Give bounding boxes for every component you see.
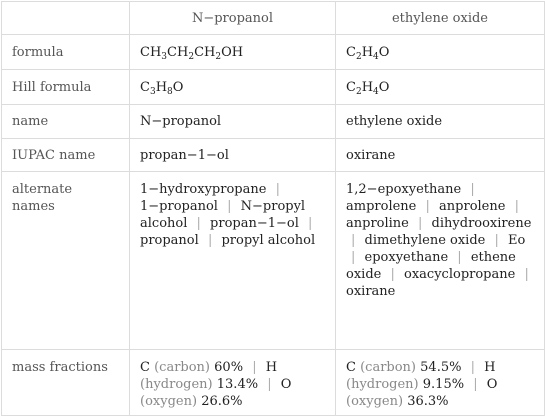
alternate-name: N−propyl alcohol (140, 199, 306, 231)
alternate-name: epoxyethane (364, 250, 449, 265)
alternate-name: oxacyclopropane (404, 267, 516, 282)
hill-formula-a: $C_3H_8O$ (130, 70, 336, 105)
element-name: (hydrogen) (140, 377, 213, 392)
mass-fraction-value: 13.4% (216, 377, 259, 392)
header-row (2, 2, 545, 35)
separator: | (207, 233, 213, 248)
alternate-name: ethene oxide (346, 250, 516, 282)
alternate-name: oxirane (346, 284, 396, 299)
mass-fraction-value: 60% (214, 360, 244, 375)
header-col1: N−propanol (130, 2, 336, 35)
row-mass-fractions (2, 350, 545, 416)
row-name (2, 105, 545, 139)
formula-b: $C_2H_4O$ (336, 35, 545, 70)
separator: | (252, 360, 257, 375)
element-name: (oxygen) (140, 394, 198, 409)
separator: | (196, 216, 201, 231)
alternate-name: propan−1−ol (210, 216, 299, 231)
element-symbol: O (486, 377, 498, 392)
alternate-name: propanol (140, 233, 199, 248)
header-empty (2, 2, 130, 35)
separator: | (425, 199, 430, 214)
separator: | (351, 250, 356, 265)
element-symbol: H (265, 360, 278, 375)
row-iupac-name (2, 139, 545, 172)
row-alternate-names (2, 172, 545, 350)
mass-fraction-value: 54.5% (420, 360, 462, 375)
name-a: N−propanol (130, 105, 336, 139)
label-iupac-name: IUPAC name (2, 139, 130, 172)
alternate-name: dimethylene oxide (364, 233, 486, 248)
mass-fraction-value: 36.3% (407, 394, 449, 409)
separator: | (457, 250, 462, 265)
name-b: ethylene oxide (336, 105, 545, 139)
label-hill-formula: Hill formula (2, 70, 130, 105)
separator: | (308, 216, 313, 231)
separator: | (514, 199, 519, 214)
alternate-name: anprolene (439, 199, 506, 214)
alternate-name: 1−propanol (140, 199, 218, 214)
separator: | (470, 360, 475, 375)
element-name: (oxygen) (346, 394, 404, 409)
alternate-name: Eo (508, 233, 526, 248)
label-alternate-names: alternate names (2, 172, 130, 350)
separator: | (267, 377, 272, 392)
mass-fraction-value: 26.6% (201, 394, 243, 409)
separator: | (227, 199, 232, 214)
mass-fractions-a (130, 350, 336, 416)
iupac-name-b: oxirane (336, 139, 545, 172)
alternate-names-b (336, 172, 545, 350)
comparison-table (1, 1, 545, 416)
hill-formula-b: $C_2H_4O$ (336, 70, 545, 105)
element-name: (carbon) (360, 360, 417, 375)
alternate-name: dihydrooxirene (431, 216, 532, 231)
iupac-name-a: propan−1−ol (130, 139, 336, 172)
separator: | (390, 267, 395, 282)
label-mass-fractions: mass fractions (2, 350, 130, 416)
separator: | (351, 233, 356, 248)
mass-fractions-b (336, 350, 545, 416)
alternate-name: anproline (346, 216, 409, 231)
element-name: (hydrogen) (346, 377, 419, 392)
label-name: name (2, 105, 130, 139)
mass-fraction-value: 9.15% (422, 377, 465, 392)
separator: | (473, 377, 478, 392)
element-symbol: H (484, 360, 496, 375)
element-symbol: C (346, 360, 356, 375)
alternate-name: 1,2−epoxyethane (346, 182, 462, 197)
header-col2: ethylene oxide (336, 2, 545, 35)
element-symbol: C (140, 360, 150, 375)
formula-a: $CH_3CH_2CH_2OH$ (130, 35, 336, 70)
separator: | (418, 216, 423, 231)
alternate-name: propyl alcohol (221, 233, 316, 248)
separator: | (470, 182, 475, 197)
row-hill-formula (2, 70, 545, 105)
alternate-name: 1−hydroxypropane (140, 182, 267, 197)
separator: | (494, 233, 499, 248)
element-symbol: O (280, 377, 292, 392)
separator: | (524, 267, 529, 282)
row-formula (2, 35, 545, 70)
label-formula: formula (2, 35, 130, 70)
separator: | (275, 182, 280, 197)
alternate-names-a (130, 172, 336, 350)
alternate-name: amprolene (346, 199, 417, 214)
element-name: (carbon) (154, 360, 211, 375)
